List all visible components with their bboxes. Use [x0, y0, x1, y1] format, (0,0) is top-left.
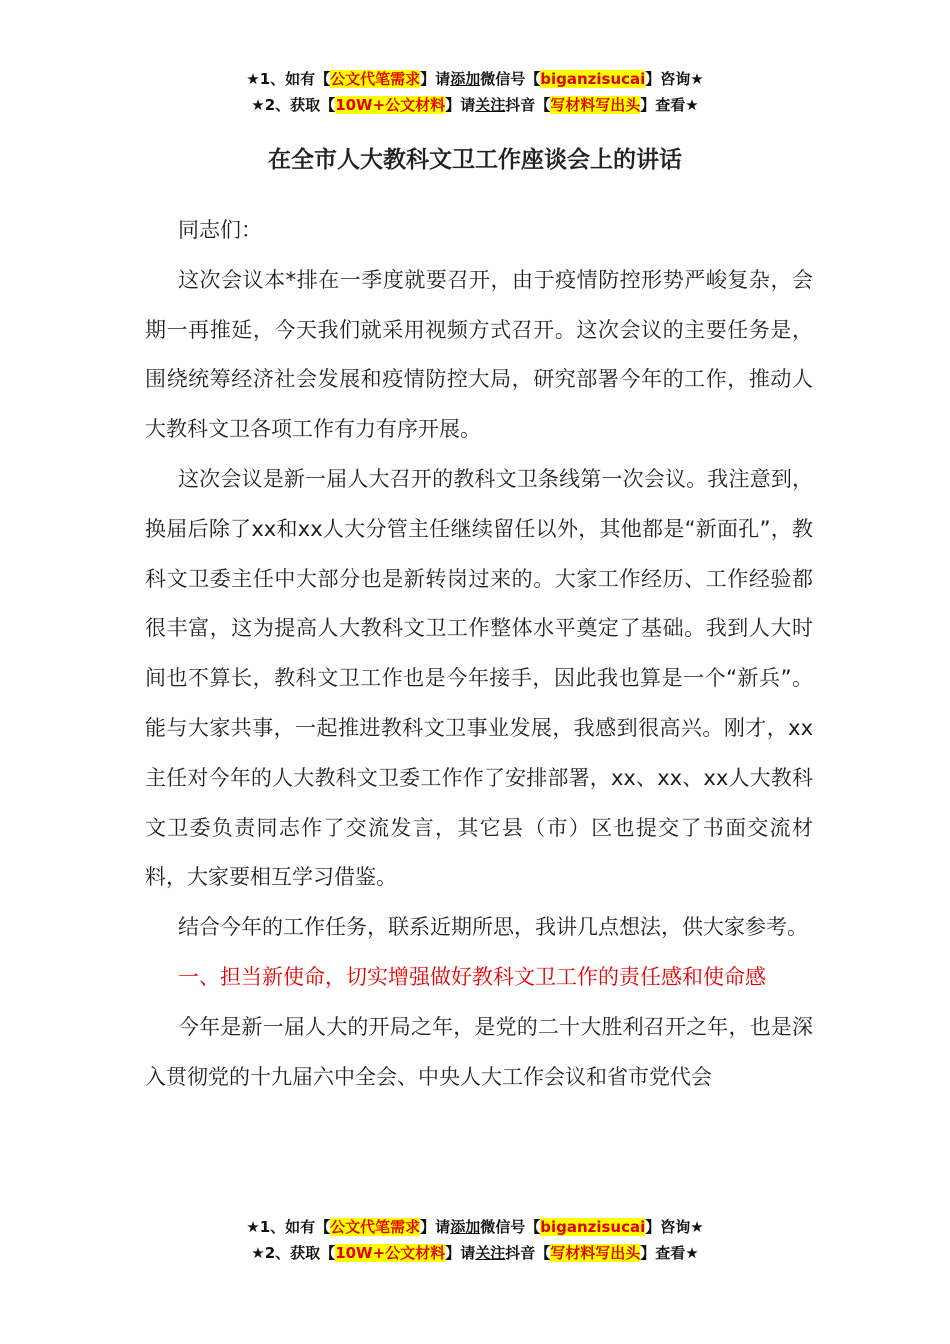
banner-text: 微信号【 [480, 70, 541, 88]
banner-line-2 [0, 92, 950, 118]
banner-text: 抖音【 [505, 1244, 551, 1262]
banner-underline-text: 添加 [450, 70, 481, 88]
banner-text: 微信号【 [480, 1218, 541, 1236]
section-heading: 一、担当新使命，切实增强做好教科文卫工作的责任感和使命感 [178, 964, 766, 989]
paragraph: 这次会议是新一届人大召开的教科文卫条线第一次会议。我注意到，换届后除了xx和xx人大分管主任继续留任以外，其他都是“新面孔”，教科文卫委主任中大部分也是新转岗过来的。大家工作经历、工作经验都很丰富，这为提高人大教科文卫工作整体水平奠定了基础。我到人大时间也不算长，教科文卫工作也是今年接手，因此我也算是一个“新兵”。能与大家共事，一起推进教科文卫事业发展，我感到很高兴。刚才，xx主任对今年的人大教科文卫委工作作了安排部署，xx、xx、xx人大教科文卫委负责同志作了交流发言，其它县（市）区也提交了书面交流材料，大家要相互学习借鉴。 [145, 466, 813, 890]
banner-text: ★2、获取【 [251, 1244, 336, 1262]
banner-highlight: 10W+公文材料 [335, 96, 446, 114]
paragraph: 今年是新一届人大的开局之年，是党的二十大胜利召开之年，也是深入贯彻党的十九届六中全会、中央人大工作会议和省市党代会 [145, 1014, 813, 1089]
banner-highlight: 公文代笔需求 [330, 70, 421, 88]
bottom-banner [0, 1214, 950, 1266]
banner-underline-text: 关注 [475, 1244, 506, 1262]
banner-text: 】查看★ [640, 96, 699, 114]
banner-text: 】咨询★ [645, 70, 704, 88]
banner-text: ★1、如有【 [246, 70, 331, 88]
banner-text: ★1、如有【 [246, 1218, 331, 1236]
banner-text: 】咨询★ [645, 1218, 704, 1236]
banner-text: 】请 [445, 1244, 476, 1262]
document-body [145, 206, 813, 1102]
document-title: 在全市人大教科文卫工作座谈会上的讲话 [268, 147, 682, 173]
top-banner [0, 66, 950, 118]
banner-underline-text: 添加 [450, 1218, 481, 1236]
banner-highlight: 公文代笔需求 [330, 1218, 421, 1236]
banner-text: 】请 [445, 96, 476, 114]
banner-highlight: biganzisucai [540, 1218, 646, 1236]
paragraph: 这次会议本*排在一季度就要召开，由于疫情防控形势严峻复杂，会期一再推延，今天我们就采用视频方式召开。这次会议的主要任务是，围绕统筹经济社会发展和疫情防控大局，研究部署今年的工作，推动人大教科文卫各项工作有力有序开展。 [145, 267, 813, 442]
banner-line-1 [0, 1214, 950, 1240]
banner-highlight: 10W+公文材料 [335, 1244, 446, 1262]
salutation: 同志们： [178, 218, 262, 242]
banner-underline-text: 关注 [475, 96, 506, 114]
banner-text: 】查看★ [640, 1244, 699, 1262]
banner-highlight: biganzisucai [540, 70, 646, 88]
paragraph: 结合今年的工作任务，联系近期所思，我讲几点想法，供大家参考。 [178, 915, 808, 940]
banner-highlight: 写材料写出头 [550, 1244, 641, 1262]
banner-line-2 [0, 1240, 950, 1266]
banner-line-1 [0, 66, 950, 92]
banner-text: ★2、获取【 [251, 96, 336, 114]
banner-highlight: 写材料写出头 [550, 96, 641, 114]
banner-text: 】请 [420, 1218, 451, 1236]
banner-text: 抖音【 [505, 96, 551, 114]
banner-text: 】请 [420, 70, 451, 88]
